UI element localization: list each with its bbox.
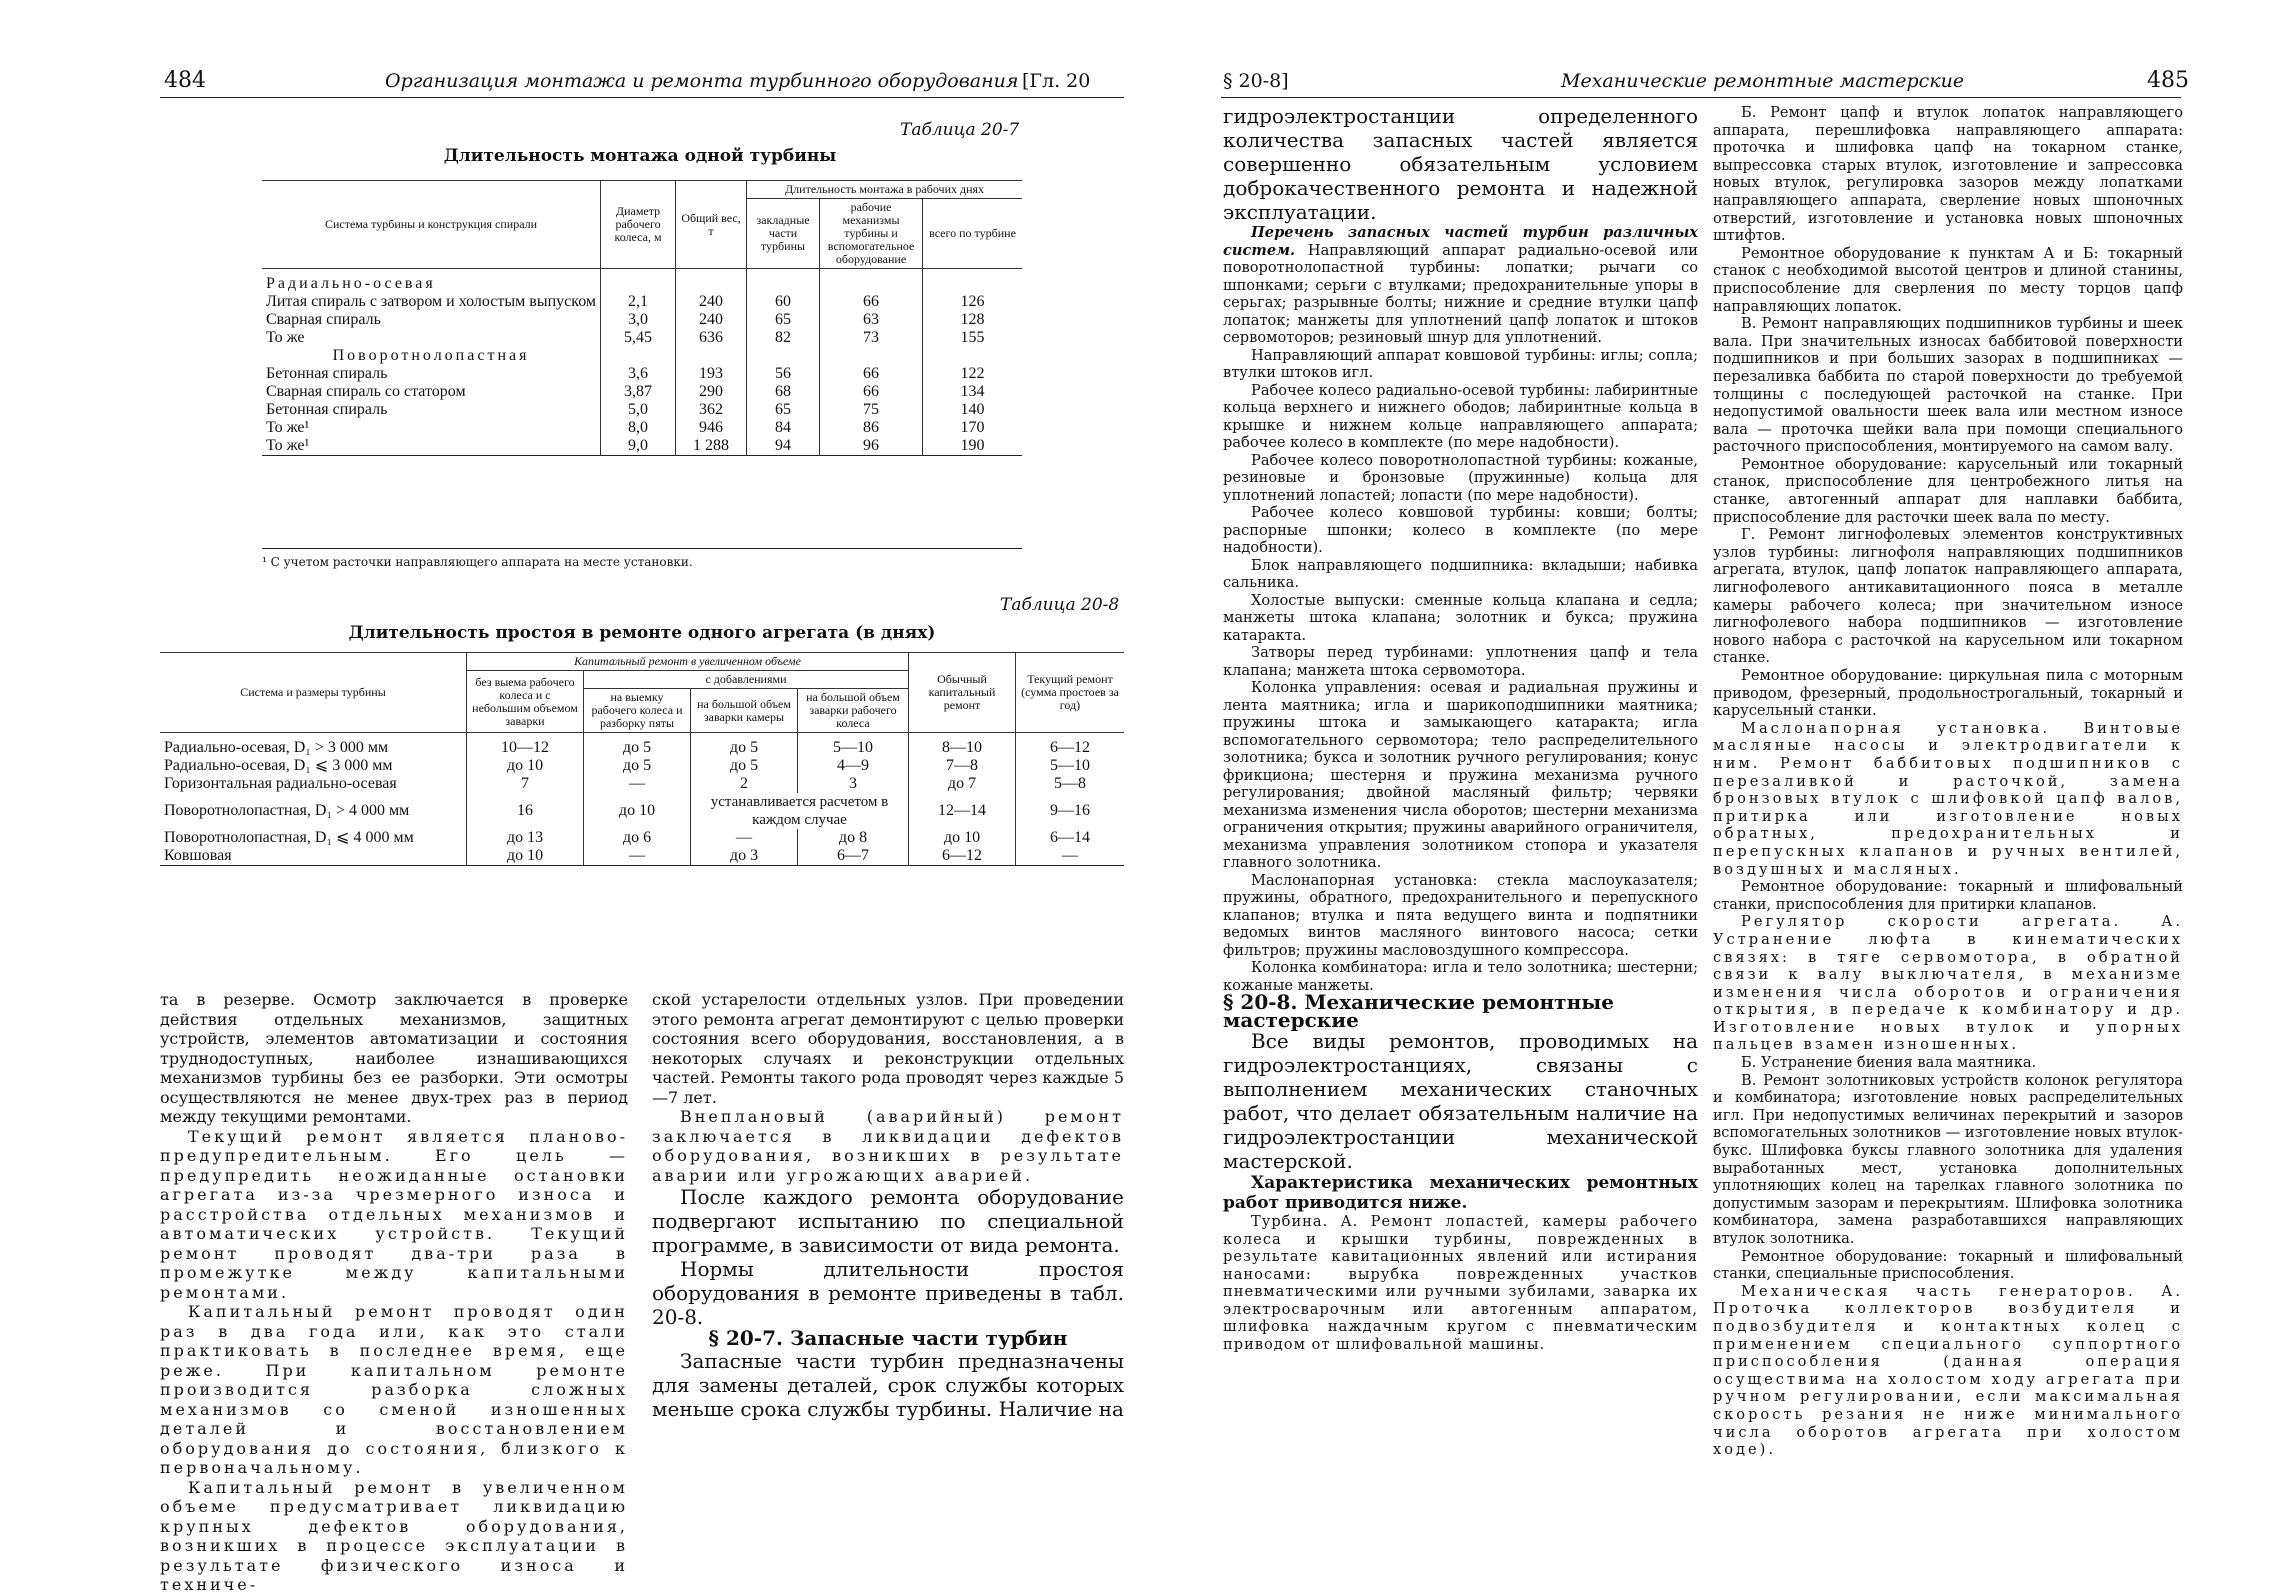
- paragraph: В. Ремонт золотниковых устройств колонок регулятора и комбинатора; изготовление новых распределительных игл. При недопустимых величинах перекрытий и зазоров вспомогательных золотников — изготовление новых втулок-букс. Шлифовка буксы главного золотника для удаления выработанных мест, установка дополнительных уплотняющих колец на тарелках главного золотника по допустимым зазорам и перекрытиям. Шлифовка золотника комбинатора, замена разработавшихся направляющих втулок золотника.: [1713, 1071, 2183, 1247]
- col-mechanisms: рабочие механизмы турбины и вспомогательное оборудование: [820, 199, 923, 269]
- cell-embedded: 60: [747, 293, 820, 311]
- cell-total: 126: [923, 293, 1022, 311]
- cell-name: То же¹: [262, 437, 601, 456]
- table-row: [262, 437, 1022, 456]
- section-heading-20-8: § 20-8. Механические ремонтные мастерские: [1223, 990, 1614, 1032]
- list-title: Перечень запасных частей турбин различных систем.: [1223, 224, 1698, 259]
- cell-c: до 3: [691, 847, 798, 866]
- cell-c: до 5: [691, 733, 798, 758]
- section-ref: § 20-8]: [1223, 70, 1289, 92]
- cell-embedded: 65: [747, 311, 820, 329]
- paragraph: Ремонтное оборудование: карусельный или токарный станок, приспособление для центробежного литья на станке, автогенный аппарат для наплавки баббита, приспособление для расточки шеек вала по месту.: [1713, 455, 2183, 526]
- cell-weight: 946: [676, 419, 747, 437]
- cell-e: 8—10: [909, 733, 1016, 758]
- cell-diameter: 2,1: [601, 293, 676, 311]
- list-body: Направляющий аппарат радиально-осевой или поворотнолопастной турбины: лопатки; рычаги со шпонками; серьги с втулками; предохранительные упоры в серьгах; разрывные болты; нижние и средние втулки цапф лопаток; манжеты для уплотнений цапф лопаток и штоков сервомоторов; резиновый шнур для уплотнений.: [1223, 241, 1699, 346]
- paragraph: Холостые выпуски: сменные кольца клапана и седла; манжеты штока клапана; золотник и букса; пружина катаракта.: [1223, 591, 1698, 644]
- cell-mechanisms: 66: [820, 365, 923, 383]
- right-text-column-1: [1223, 104, 1698, 1353]
- cell-name: Радиально-осевая, D₁ ⩽ 3 000 мм: [160, 757, 467, 775]
- paragraph: Затворы перед турбинами: уплотнения цапф и тела клапана; манжета штока сервомотора.: [1223, 644, 1698, 679]
- cell-c: 2: [691, 775, 798, 793]
- cell-a: до 10: [467, 757, 584, 775]
- cell-total: 170: [923, 419, 1022, 437]
- cell-name: Горизонтальная радиально-осевая: [160, 775, 467, 793]
- cell-name: Ковшовая: [160, 847, 467, 866]
- cell-name: Сварная спираль: [262, 311, 601, 329]
- cell-embedded: 94: [747, 437, 820, 456]
- cell-diameter: 5,45: [601, 329, 676, 347]
- cell-name: Литая спираль с затвором и холостым выпуском: [262, 293, 601, 311]
- cell-f: 5—8: [1016, 775, 1125, 793]
- table-row: [160, 775, 1124, 793]
- cell-a: до 13: [467, 829, 584, 847]
- table-row: [160, 733, 1124, 758]
- paragraph: Блок направляющего подшипника: вкладыши; набивка сальника.: [1223, 556, 1698, 591]
- col-system-size: Система и размеры турбины: [160, 653, 467, 733]
- col-with-additions: с добавлениями: [584, 671, 909, 689]
- table-row: [262, 419, 1022, 437]
- cell-name: То же: [262, 329, 601, 347]
- table-row: [262, 401, 1022, 419]
- paragraph: Регулятор скорости агрегата. А. Устранение люфта в кинематических связях: в тяге сервомотора, в обратной связи к валу выключателя, в механизме изменения числа оборотов и ограничения открытия, в передаче к комбинатору и др. Изготовление новых втулок и упорных пальцев взамен изношенных.: [1713, 913, 2183, 1054]
- cell-b: —: [584, 775, 691, 793]
- section-heading-20-7: § 20-7. Запасные части турбин: [708, 1326, 1068, 1350]
- col-system: Система турбины и конструкция спирали: [262, 181, 601, 269]
- cell-e: 6—12: [909, 847, 1016, 866]
- chapter-ref: [Гл. 20: [1022, 70, 1091, 92]
- footnote-rule: [262, 548, 1022, 549]
- table-20-7-caption: Таблица 20-7: [900, 120, 1020, 140]
- table-row: [262, 329, 1022, 347]
- cell-e: до 7: [909, 775, 1016, 793]
- table-row: [262, 293, 1022, 311]
- paragraph: Капитальный ремонт проводят один раз в два года или, как это стали практиковать в последнее время, еще реже. При капитальном ремонте производится разборка сложных механизмов со сменой изношенных деталей и восстановлением оборудования до состояния, близкого к первоначальному.: [160, 1302, 628, 1477]
- cell-mechanisms: 66: [820, 293, 923, 311]
- paragraph: Маслонапорная установка: стекла маслоуказателя; пружины, обратного, предохранительного и перепускного клапанов; втулка и пята ведущего винта и подпятники ведомых винтов масляного винтового насоса; сетки фильтров; пружины масловоздушного компрессора.: [1223, 871, 1698, 959]
- cell-embedded: 68: [747, 383, 820, 401]
- cell-total: 128: [923, 311, 1022, 329]
- cell-weight: 240: [676, 293, 747, 311]
- cell-embedded: 82: [747, 329, 820, 347]
- paragraph: Рабочее колесо поворотнолопастной турбины: кожаные, резиновые и бронзовые (пружинные) кольца для уплотнений лопастей; лопасти (по мере надобности).: [1223, 451, 1698, 504]
- group-row: [262, 269, 1022, 294]
- header-rule: [160, 97, 1124, 98]
- table-20-8-title: Длительность простоя в ремонте одного агрегата (в днях): [348, 623, 936, 643]
- cell-diameter: 3,0: [601, 311, 676, 329]
- cell-total: 122: [923, 365, 1022, 383]
- table-row: [262, 311, 1022, 329]
- cell-f: 6—14: [1016, 829, 1125, 847]
- cell-mechanisms: 75: [820, 401, 923, 419]
- paragraph: Г. Ремонт лигнофолевых элементов конструктивных узлов турбины: лигнофоля направляющих подшипников агрегата, втулок, цапф лопаток направляющего аппарата, лигнофолевого антикавитационного пояса в металле камеры рабочего колеса; при значительном износе лигнофолевого набора подшипников — изготовление нового набора с расточкой на карусельном или токарном станке.: [1713, 526, 2183, 667]
- cell-name: Радиально-осевая, D₁ > 3 000 мм: [160, 733, 467, 758]
- cell-c: до 5: [691, 757, 798, 775]
- cell-e: 12—14: [909, 793, 1016, 829]
- paragraph: Рабочее колесо радиально-осевой турбины: лабиринтные кольца верхнего и нижнего ободов; лабиринтные кольца в крышке и нижнем кольце направляющего аппарата; рабочее колесо в комплекте (по мере надобности).: [1223, 381, 1698, 451]
- table-row: [262, 383, 1022, 401]
- paragraph: После каждого ремонта оборудование подвергают испытанию по специальной программе, в зависимости от вида ремонта.: [652, 1185, 1124, 1257]
- paragraph: та в резерве. Осмотр заключается в проверке действия отдельных механизмов, защитных устройств, элементов автоматизации и состояния труднодоступных, наиболее изнашивающихся механизмов турбины без ее разборки. Эти осмотры осуществляются не менее двух-трех раз в период между текущими ремонтами.: [160, 990, 628, 1126]
- group-label: Поворотнолопастная: [262, 347, 601, 365]
- cell-total: 190: [923, 437, 1022, 456]
- right-text-column-2: [1713, 104, 2183, 1459]
- paragraph: Характеристика механических ремонтных работ приводится ниже.: [1223, 1173, 1698, 1213]
- left-page: [0, 0, 1143, 1594]
- cell-c: —: [691, 829, 798, 847]
- paragraph: Направляющий аппарат ковшовой турбины: иглы; сопла; втулки штоков игл.: [1223, 346, 1698, 381]
- col-ordinary-capital: Обычный капитальный ремонт: [909, 653, 1016, 733]
- col-capital-extended: Капитальный ремонт в увеличенном объеме: [467, 653, 909, 671]
- paragraph: Запасные части турбин предназначены для замены деталей, срок службы которых меньше срока службы турбины. Наличие на: [652, 1348, 1124, 1421]
- cell-weight: 290: [676, 383, 747, 401]
- table-row: [262, 365, 1022, 383]
- paragraph: Б. Устранение биения вала маятника.: [1741, 1054, 2037, 1072]
- cell-d: 4—9: [798, 757, 909, 775]
- col-removal: на выемку рабочего колеса и разборку пяты: [584, 689, 691, 733]
- running-head: Механические ремонтные мастерские: [1561, 70, 1965, 92]
- table-20-7-title: Длительность монтажа одной турбины: [443, 146, 837, 166]
- cell-e: до 10: [909, 829, 1016, 847]
- cell-embedded: 56: [747, 365, 820, 383]
- cell-b: —: [584, 847, 691, 866]
- paragraph: [1223, 224, 1698, 347]
- cell-total: 155: [923, 329, 1022, 347]
- right-page: [1143, 0, 2286, 1459]
- cell-a: до 10: [467, 847, 584, 866]
- cell-total: 134: [923, 383, 1022, 401]
- cell-b: до 6: [584, 829, 691, 847]
- cell-a: 16: [467, 793, 584, 829]
- cell-mechanisms: 86: [820, 419, 923, 437]
- cell-f: 5—10: [1016, 757, 1125, 775]
- paragraph: Маслонапорная установка. Винтовые масляные насосы и электродвигатели к ним. Ремонт баббитовых подшипников с перезаливкой и расточкой, замена бронзовых втулок с шлифовкой цапф валов, притирка или изготовление новых обратных, предохранительных и перепускных клапанов и ручных вентилей, воздушных и масляных.: [1713, 719, 2183, 878]
- table-row: [160, 829, 1124, 847]
- cell-diameter: 3,87: [601, 383, 676, 401]
- cell-weight: 362: [676, 401, 747, 419]
- paragraph: Ремонтное оборудование к пунктам А и Б: токарный станок с необходимой высотой центров и длиной станины, приспособление для сверления по месту торцов цапф направляющих лопаток.: [1713, 244, 2183, 315]
- cell-embedded: 65: [747, 401, 820, 419]
- paragraph: Все виды ремонтов, проводимых на гидроэлектростанциях, связаны с выполнением механических станочных работ, что делает обязательным наличие на гидроэлектростанции механической мастерской.: [1223, 1029, 1698, 1173]
- cell-name: Бетонная спираль: [262, 365, 601, 383]
- col-diameter: Диаметр рабочего колеса, м: [601, 181, 676, 269]
- table-row: [160, 793, 1124, 829]
- paragraph: Механическая часть генераторов. А. Проточка коллекторов возбудителя и подвозбудителя и контактных колец с применением специального суппортного приспособления (данная операция осуществима на холостом ходу агрегата при ручном регулировании, если максимальная скорость резания не ниже минимального числа оборотов агрегата при холостом ходе).: [1713, 1282, 2183, 1459]
- cell-mechanisms: 63: [820, 311, 923, 329]
- col-total: всего по турбине: [923, 199, 1022, 269]
- col-current-repair: Текущий ремонт (сумма простоев за год): [1016, 653, 1125, 733]
- paragraph: ской устарелости отдельных узлов. При проведении этого ремонта агрегат демонтируют с целью проверки состояния всего оборудования, восстановления, а в некоторых случаях и реконструкции отдельных частей. Ремонты такого рода проводят через каждые 5—7 лет.: [652, 990, 1124, 1107]
- table-20-8: [160, 652, 1124, 866]
- cell-diameter: 8,0: [601, 419, 676, 437]
- cell-f: 6—12: [1016, 733, 1125, 758]
- cell-f: —: [1016, 847, 1125, 866]
- cell-name: Бетонная спираль: [262, 401, 601, 419]
- cell-diameter: 9,0: [601, 437, 676, 456]
- cell-b: до 5: [584, 733, 691, 758]
- left-text-column-2: [652, 990, 1124, 1421]
- col-duration: Длительность монтажа в рабочих днях: [747, 181, 1022, 199]
- header-rule: [1221, 97, 2181, 98]
- col-weight: Общий вес, т: [676, 181, 747, 269]
- cell-d: 3: [798, 775, 909, 793]
- paragraph: Нормы длительности простоя оборудования в ремонте приведены в табл. 20-8.: [652, 1257, 1124, 1329]
- left-text-column-1: [160, 990, 628, 1595]
- cell-embedded: 84: [747, 419, 820, 437]
- cell-mechanisms: 66: [820, 383, 923, 401]
- paragraph: Ремонтное оборудование: циркульная пила с моторным приводом, фрезерный, продольнострогальный, токарный и карусельный станки.: [1713, 667, 2183, 720]
- paragraph: Б. Ремонт цапф и втулок лопаток направляющего аппарата, перешлифовка направляющего аппарата: проточка и шлифовка цапф на токарном станке, выпрессовка старых втулок, изготовление и запрессовка новых втулок, регулировка зазоров между лопатками направляющего аппарата, сверление новых шпоночных отверстий, изготовление и установка новых шпоночных штифтов.: [1713, 104, 2183, 245]
- paragraph: В. Ремонт направляющих подшипников турбины и шеек вала. При значительных износах баббитовой поверхности подшипников и при больших зазорах в подшипниках — перезаливка баббита по старой поверхности до требуемой толщины с последующей расточкой на станке. При недопустимой овальности шеек вала или местном износе вала — проточка шейки вала при помощи специального расточного приспособления, монтируемого на самом валу.: [1713, 315, 2183, 456]
- table-20-7-body: [262, 269, 1022, 456]
- paragraph: Капитальный ремонт в увеличенном объеме предусматривает ликвидацию крупных дефектов оборудования, возникших в процессе эксплуатации в результате физического износа и техниче-: [160, 1477, 628, 1594]
- group-label: Радиально-осевая: [262, 269, 601, 294]
- cell-cd: устанавливается расчетом в каждом случае: [691, 793, 909, 829]
- cell-name: Сварная спираль со статором: [262, 383, 601, 401]
- col-embedded: закладные части турбины: [747, 199, 820, 269]
- running-head: Организация монтажа и ремонта турбинного оборудования: [385, 70, 1019, 92]
- cell-b: до 5: [584, 757, 691, 775]
- cell-weight: 240: [676, 311, 747, 329]
- cell-mechanisms: 73: [820, 329, 923, 347]
- paragraph: Турбина. А. Ремонт лопастей, камеры рабочего колеса и крышки турбины, поврежденных в результате кавитационных явлений или истирания наносами: вырубка поврежденных участков пневматическими или ручными зубилами, заварка их электросварочным или автогенным аппаратом, шлифовка наждачным кругом с пневматическим приводом от шлифовальной машины.: [1223, 1213, 1698, 1353]
- group-row: [262, 347, 1022, 365]
- cell-f: 9—16: [1016, 793, 1125, 829]
- paragraph: Текущий ремонт является планово-предупредительным. Его цель — предупредить неожиданные остановки агрегата из-за чрезмерного износа и расстройства отдельных механизмов и автоматических устройств. Текущий ремонт проводят два-три раза в промежутке между капитальными ремонтами.: [160, 1126, 628, 1302]
- col-large-wheel: на большой объем заварки рабочего колеса: [798, 689, 909, 733]
- cell-diameter: 5,0: [601, 401, 676, 419]
- cell-diameter: 3,6: [601, 365, 676, 383]
- cell-a: 7: [467, 775, 584, 793]
- cell-b: до 10: [584, 793, 691, 829]
- table-20-7: [262, 180, 1022, 456]
- cell-name: Поворотнолопастная, D₁ > 4 000 мм: [160, 793, 467, 829]
- paragraph: Ремонтное оборудование: токарный и шлифовальный станки, специальные приспособления.: [1713, 1247, 2183, 1283]
- cell-a: 10—12: [467, 733, 584, 758]
- col-no-removal: без выема рабочего колеса и с небольшим объемом заварки: [467, 671, 584, 733]
- table-20-8-body: [160, 733, 1124, 866]
- cell-weight: 1 288: [676, 437, 747, 456]
- cell-weight: 636: [676, 329, 747, 347]
- paragraph: Колонка управления: осевая и радиальная пружины и лента маятника; игла и шарикоподшипники маятника; пружины штока и замыкающего катаракта; игла вспомогательного сервомотора; тело распределительного золотника; букса и золотник ручного регулирования; конус фрикциона; шестерня и пружина механизма ручного регулирования; двойной масляный фильтр; червяки механизма изменения числа оборотов; шестерни механизма ограничения открытия; пружины аварийного ограничителя, механизма управления золотником стопора и указателя главного золотника.: [1223, 679, 1698, 871]
- page-number: 484: [164, 68, 206, 93]
- paragraph: гидроэлектростанции определенного количества запасных частей является совершенно обязательным условием доброкачественного ремонта и надежной эксплуатации.: [1223, 104, 1698, 224]
- col-large-chamber: на большой объем заварки камеры: [691, 689, 798, 733]
- cell-d: 6—7: [798, 847, 909, 866]
- cell-mechanisms: 96: [820, 437, 923, 456]
- table-row: [160, 847, 1124, 866]
- paragraph: Ремонтное оборудование: токарный и шлифовальный станки, приспособления для притирки клапанов.: [1713, 878, 2183, 913]
- table-20-7-footnote: ¹ С учетом расточки направляющего аппарата на месте установки.: [262, 555, 693, 569]
- table-row: [160, 757, 1124, 775]
- cell-total: 140: [923, 401, 1022, 419]
- page-number: 485: [2147, 68, 2189, 93]
- cell-d: 5—10: [798, 733, 909, 758]
- paragraph: Рабочее колесо ковшовой турбины: ковши; болты; распорные шпонки; колесо в комплекте (по мере надобности).: [1223, 504, 1698, 556]
- paragraph: Внеплановый (аварийный) ремонт заключается в ликвидации дефектов оборудования, возникших в результате аварии или угрожающих аварией.: [652, 1107, 1124, 1185]
- cell-name: Поворотнолопастная, D₁ ⩽ 4 000 мм: [160, 829, 467, 847]
- paragraph: Колонка комбинатора: игла и тело золотника; шестерни; кожаные манжеты.: [1223, 959, 1698, 994]
- cell-name: То же¹: [262, 419, 601, 437]
- cell-e: 7—8: [909, 757, 1016, 775]
- cell-d: до 8: [798, 829, 909, 847]
- table-20-8-caption: Таблица 20-8: [1000, 595, 1120, 615]
- cell-weight: 193: [676, 365, 747, 383]
